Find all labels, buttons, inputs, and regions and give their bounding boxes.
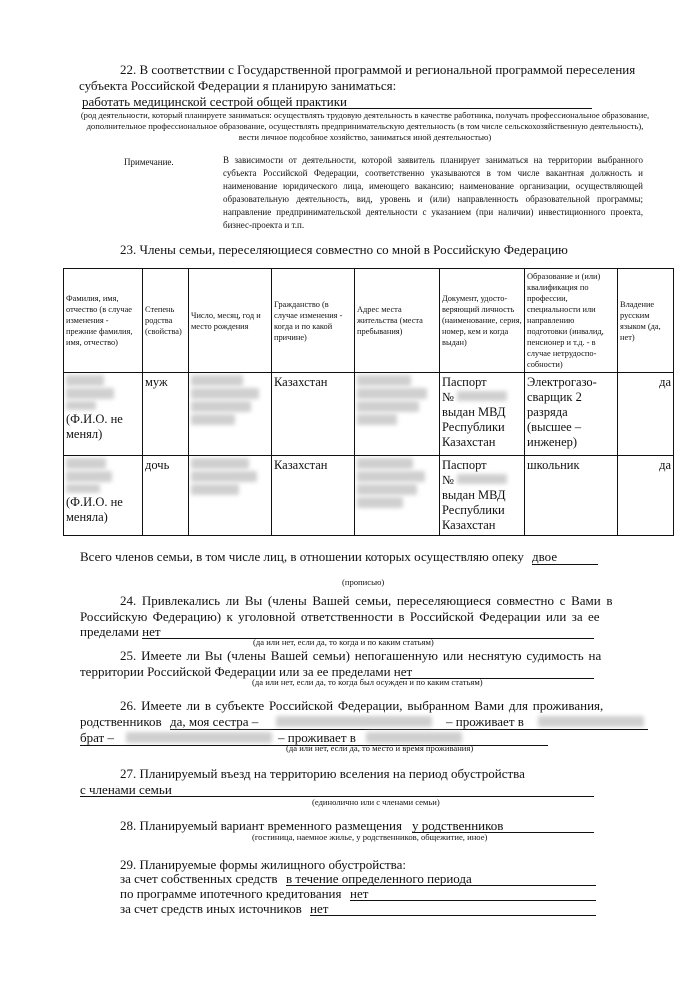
cell-education: школьник xyxy=(525,456,618,536)
s27-caption: (единолично или с членами семьи) xyxy=(312,797,440,807)
redacted-birth xyxy=(191,484,239,495)
redacted-name xyxy=(66,401,96,410)
s24-line3: пределами нет xyxy=(80,624,161,639)
s26-line1: 26. Имеете ли в субъекте Российской Федерации, выбранном Вами для проживания, xyxy=(120,698,604,713)
s23-total-underline xyxy=(532,564,598,565)
s29-title: 29. Планируемые формы жилищного обустройства: xyxy=(120,857,406,872)
cell-document xyxy=(440,373,525,456)
s28-label: 28. Планируемый вариант временного размещения xyxy=(120,818,402,833)
s25-line1: 25. Имеете ли Вы (члены Вашей семьи) непогашенную или неснятую судимость на xyxy=(120,648,602,663)
doc-line: выдан МВД xyxy=(442,405,506,419)
cell-relation: муж xyxy=(143,373,189,456)
s24-line2: Российскую Федерацию) к уголовной ответственности в Российской Федерации или за ее xyxy=(80,609,600,624)
redacted-sister-name xyxy=(276,716,432,727)
s26-brother: брат – xyxy=(80,730,114,745)
cell-name xyxy=(64,373,143,456)
col-header-education: Образование и (или) квалификация по профессии, специальности или направлению подготовки (инвалид, пенсионер и т.д. - в случае нетрудоспо-собности) xyxy=(525,269,618,373)
doc-line: Паспорт xyxy=(442,458,487,472)
s22-line1: 22. В соответствии с Государственной программой и региональной программой переселения xyxy=(120,62,636,77)
doc-number-line: № xyxy=(442,390,522,405)
cell-name xyxy=(64,456,143,536)
family-table xyxy=(63,268,674,536)
s26-line2-prefix: родственников xyxy=(80,714,162,729)
redacted-address xyxy=(357,458,413,469)
redacted-sister-place xyxy=(538,716,644,727)
s27-answer: с членами семьи xyxy=(80,782,172,797)
s26-answer: да, моя сестра – xyxy=(170,714,259,729)
s25-caption: (да или нет, если да, то когда был осужден и по каким статьям) xyxy=(252,677,483,687)
s23-total-label: Всего членов семьи, в том числе лиц, в отношении которых осуществляю опеку xyxy=(80,549,524,564)
name-note: (Ф.И.О. не менял) xyxy=(66,412,123,441)
redacted-address xyxy=(357,414,397,425)
redacted-name xyxy=(66,471,112,482)
table-row xyxy=(64,373,674,456)
s29-item3-value: нет xyxy=(310,901,329,916)
redacted-birth xyxy=(191,414,235,425)
cell-russian: да xyxy=(618,456,674,536)
table-row xyxy=(64,456,674,536)
redacted-address xyxy=(357,388,427,399)
col-header-birth: Число, месяц, год и место рождения xyxy=(189,269,272,373)
col-header-document: Документ, удосто-веряющий личность (наименование, серия, номер, кем и когда выдан) xyxy=(440,269,525,373)
name-note: (Ф.И.О. не меняла) xyxy=(66,495,123,524)
s23-total-caption: (прописью) xyxy=(342,577,385,587)
redacted-birth xyxy=(191,375,243,386)
doc-line: Паспорт xyxy=(442,375,487,389)
s24-line1: 24. Привлекались ли Вы (члены Вашей семьи, переселяющиеся совместно с Вами в xyxy=(120,593,613,608)
doc-line: выдан МВД xyxy=(442,488,506,502)
cell-document xyxy=(440,456,525,536)
cell-birth xyxy=(189,373,272,456)
cell-address xyxy=(355,373,440,456)
redacted-name xyxy=(66,388,114,399)
s23-title: 23. Члены семьи, переселяющиеся совместно со мной в Российскую Федерацию xyxy=(120,242,568,257)
col-header-name: Фамилия, имя, отчество (в случае изменения - прежние фамилия, имя, отчество) xyxy=(64,269,143,373)
table-header-row xyxy=(64,269,674,373)
cell-address xyxy=(355,456,440,536)
redacted-brother-place xyxy=(366,732,462,743)
s26-underline-1 xyxy=(170,729,648,730)
s29-item2-label: по программе ипотечного кредитования xyxy=(120,886,342,901)
s29-item3-underline xyxy=(310,915,596,916)
s25-line2: территории Российской Федерации или за ее пределами нет xyxy=(80,664,413,679)
redacted-address xyxy=(357,497,403,508)
s22-line2: субъекта Российской Федерации я планирую заниматься: xyxy=(79,78,397,93)
s22-note-label: Примечание. xyxy=(124,157,174,167)
cell-relation: дочь xyxy=(143,456,189,536)
cell-russian: да xyxy=(618,373,674,456)
s29-item2-underline xyxy=(350,900,596,901)
redacted-name xyxy=(66,484,100,493)
s22-note-text: В зависимости от деятельности, которой заявитель планирует заниматься на территории выбранного субъекта Российской Федерации, соответственно указываются в том числе вакантная должность и наименование юридического лица, имеющего вакансию; наименование организации, осуществляющей образовательную деятельность, вид, уровень и (или) направленность образовательной программы; направление предпринимательской деятельности с указанием (при наличии) инвестиционного проекта, бизнес-проекта и т.п. xyxy=(223,155,643,230)
redacted-address xyxy=(357,375,411,386)
redacted-birth xyxy=(191,401,251,412)
col-header-citizenship: Гражданство (в случае изменения - когда и по какой причине) xyxy=(272,269,355,373)
s22-caption: (род деятельности, который планируете заниматься: осуществлять трудовую деятельность в качестве работника, получать профессиональное образование, дополнительное профессиональное образование, осуществлять предпринимательскую деятельность (в том числе сельскохозяйственную деятельность), вести личное подсобное хозяйство, заниматься иной деятельностью) xyxy=(80,110,650,142)
s29-item2-value: нет xyxy=(350,886,369,901)
s23-total-value: двое xyxy=(532,549,558,564)
s26-caption: (да или нет, если да, то место и время проживания) xyxy=(286,743,474,753)
s29-item1-label: за счет собственных средств xyxy=(120,871,278,886)
cell-citizenship: Казахстан xyxy=(272,456,355,536)
s28-answer: у родственников xyxy=(412,818,504,833)
doc-line: Республики xyxy=(442,420,505,434)
redacted-address xyxy=(357,471,425,482)
s22-answer-underline xyxy=(82,108,592,109)
redacted-address xyxy=(357,401,419,412)
s26-lives-1: – проживает в xyxy=(446,714,524,729)
col-header-relation: Степень родства (свойства) xyxy=(143,269,189,373)
cell-education: Электрогазо-сварщик 2 разряда (высшее – инженер) xyxy=(525,373,618,456)
redacted-birth xyxy=(191,458,249,469)
redacted-doc-number xyxy=(457,391,507,401)
s27-line1: 27. Планируемый въезд на территорию вселения на период обустройства xyxy=(120,766,525,781)
s28-caption: (гостиница, наемное жилье, у родственников, общежитие, иное) xyxy=(252,832,488,842)
redacted-birth xyxy=(191,388,259,399)
s26-lives-2: – проживает в xyxy=(278,730,356,745)
doc-line: Казахстан xyxy=(442,518,496,532)
doc-line: Республики xyxy=(442,503,505,517)
redacted-name xyxy=(66,375,104,386)
s22-answer: работать медицинской сестрой общей практики xyxy=(82,94,347,109)
s24-caption: (да или нет, если да, то когда и по каким статьям) xyxy=(253,637,434,647)
col-header-russian: Владение русским языком (да, нет) xyxy=(618,269,674,373)
cell-citizenship: Казахстан xyxy=(272,373,355,456)
redacted-address xyxy=(357,484,417,495)
cell-birth xyxy=(189,456,272,536)
col-header-address: Адрес места жительства (места пребывания) xyxy=(355,269,440,373)
redacted-doc-number xyxy=(457,474,507,484)
doc-line: Казахстан xyxy=(442,435,496,449)
redacted-birth xyxy=(191,471,257,482)
doc-number-line: № xyxy=(442,473,522,488)
s25-answer: нет xyxy=(393,664,413,679)
redacted-brother-name xyxy=(126,732,272,743)
s29-item1-value: в течение определенного периода xyxy=(286,871,472,886)
s24-answer: нет xyxy=(142,624,161,639)
redacted-name xyxy=(66,458,106,469)
s29-item3-label: за счет средств иных источников xyxy=(120,901,302,916)
